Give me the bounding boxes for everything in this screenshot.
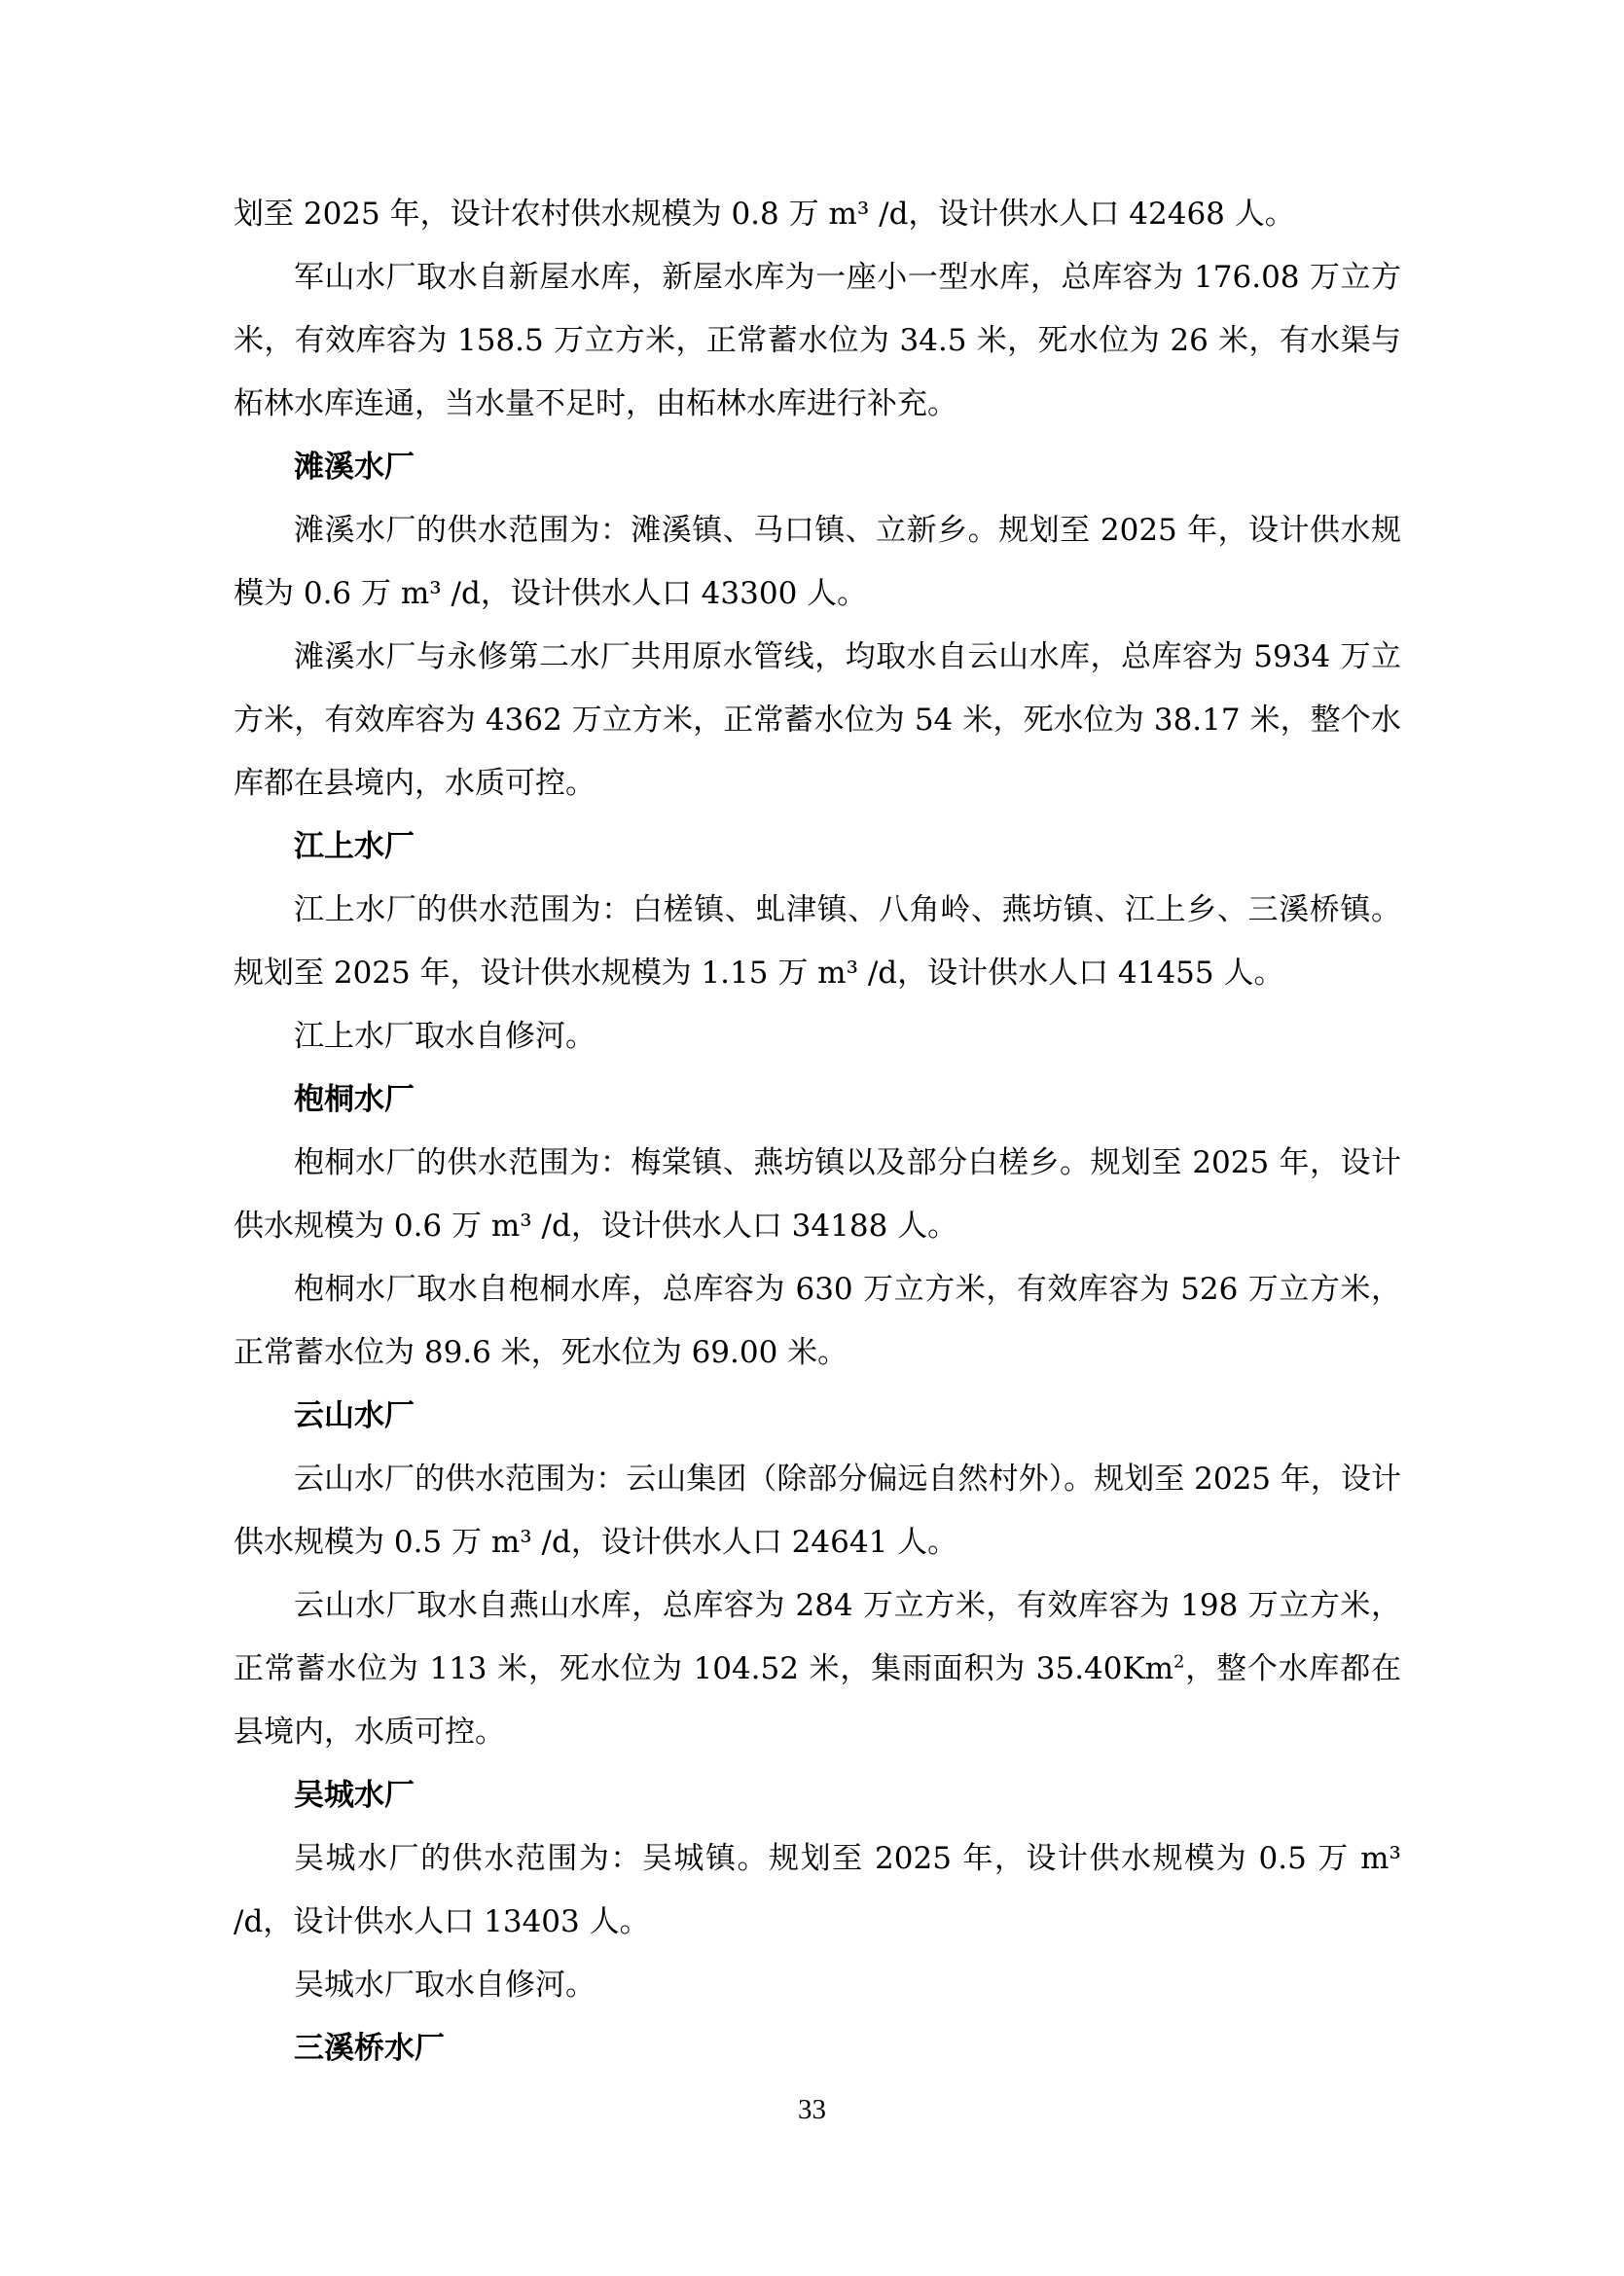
- text-run: 滩溪水厂的供水范围为：滩溪镇、马口镇、立新乡。规划至 2025 年，设计供水规模为 0.6 万 m³ /d，设计供水人口 43300 人。: [234, 513, 1401, 611]
- paragraph: [234, 1448, 1401, 1574]
- paragraph: [234, 183, 1401, 246]
- superscript: 2: [1173, 1651, 1185, 1673]
- document-body: [234, 183, 1401, 2080]
- paragraph: [234, 1574, 1401, 1764]
- text-run: 枹桐水厂: [294, 1082, 415, 1117]
- text-run: 吴城水厂的供水范围为：吴城镇。规划至 2025 年，设计供水规模为 0.5 万 m³ /d，设计供水人口 13403 人。: [234, 1841, 1401, 1939]
- text-run: 吴城水厂取水自修河。: [294, 1968, 595, 2003]
- section-heading: [234, 1764, 1401, 1827]
- text-run: 云山水厂的供水范围为：云山集团（除部分偏远自然村外）。规划至 2025 年，设计供水规模为 0.5 万 m³ /d，设计供水人口 24641 人。: [234, 1462, 1401, 1560]
- text-run: 三溪桥水厂: [294, 2031, 445, 2066]
- paragraph: [234, 879, 1401, 1005]
- page-number: 33: [798, 2094, 826, 2125]
- text-run: 云山水厂取水自燕山水库，总库容为 284 万立方米，有效库容为 198 万立方米，正常蓄水位为 113 米，死水位为 104.52 米，集雨面积为 35.40Km: [234, 1588, 1401, 1686]
- text-run: 枹桐水厂的供水范围为：梅棠镇、燕坊镇以及部分白槎乡。规划至 2025 年，设计供水规模为 0.6 万 m³ /d，设计供水人口 34188 人。: [234, 1145, 1401, 1244]
- section-heading: [234, 1385, 1401, 1448]
- text-run: ，整个水库都在县境内，水质可控。: [234, 1651, 1401, 1750]
- text-run: 枹桐水厂取水自枹桐水库，总库容为 630 万立方米，有效库容为 526 万立方米，正常蓄水位为 89.6 米，死水位为 69.00 米。: [234, 1272, 1401, 1370]
- paragraph: [234, 1827, 1401, 1954]
- paragraph: [234, 1132, 1401, 1258]
- text-run: 滩溪水厂: [294, 450, 415, 485]
- paragraph: [234, 499, 1401, 626]
- text-run: 吴城水厂: [294, 1778, 415, 1813]
- text-run: 云山水厂: [294, 1398, 415, 1433]
- paragraph: [234, 1258, 1401, 1385]
- text-run: 划至 2025 年，设计农村供水规模为 0.8 万 m³ /d，设计供水人口 42468 人。: [234, 197, 1295, 232]
- section-heading: [234, 2017, 1401, 2080]
- text-run: 江上水厂取水自修河。: [294, 1019, 595, 1054]
- text-run: 江上水厂: [294, 829, 415, 864]
- text-run: 军山水厂取水自新屋水库，新屋水库为一座小一型水库，总库容为 176.08 万立方米，有效库容为 158.5 万立方米，正常蓄水位为 34.5 米，死水位为 26 米，有水渠与柘林水库连通，当水量不足时，由柘林水库进行补充。: [234, 260, 1401, 421]
- paragraph: [234, 1954, 1401, 2017]
- section-heading: [234, 1068, 1401, 1132]
- text-run: 江上水厂的供水范围为：白槎镇、虬津镇、八角岭、燕坊镇、江上乡、三溪桥镇。规划至 2025 年，设计供水规模为 1.15 万 m³ /d，设计供水人口 41455 人。: [234, 892, 1401, 991]
- paragraph: [234, 246, 1401, 436]
- paragraph: [234, 1005, 1401, 1068]
- section-heading: [234, 436, 1401, 499]
- text-run: 滩溪水厂与永修第二水厂共用原水管线，均取水自云山水库，总库容为 5934 万立方米，有效库容为 4362 万立方米，正常蓄水位为 54 米，死水位为 38.17 米，整个水库都在县境内，水质可控。: [234, 639, 1401, 801]
- paragraph: [234, 626, 1401, 815]
- section-heading: [234, 815, 1401, 879]
